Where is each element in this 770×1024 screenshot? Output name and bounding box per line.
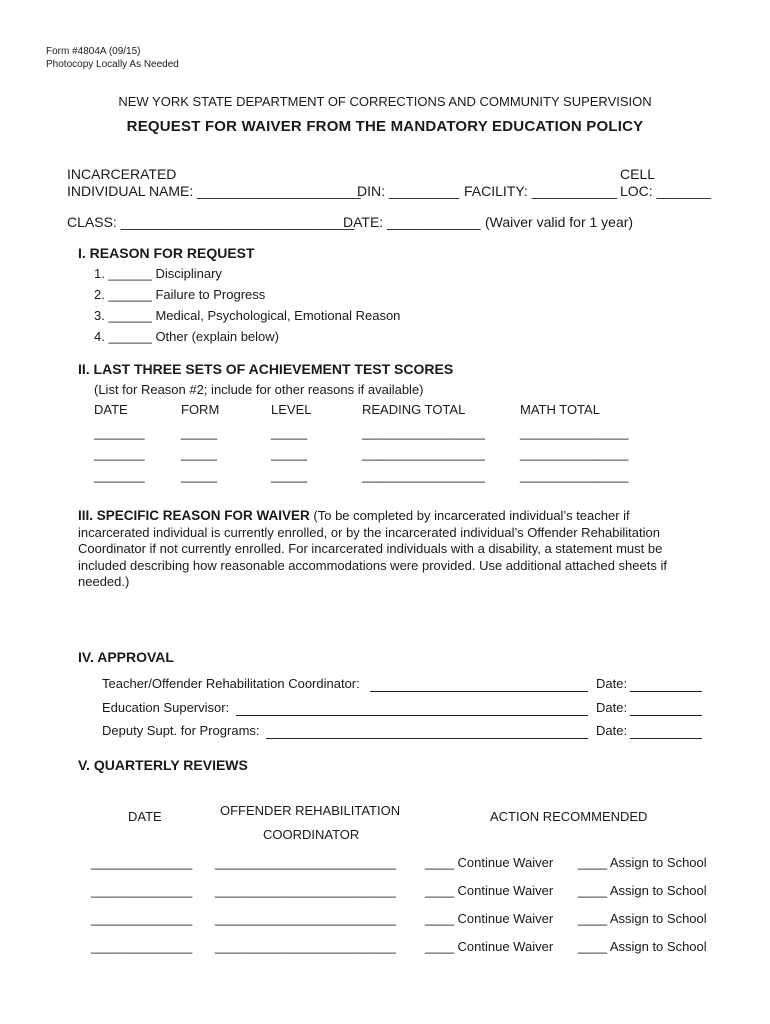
specific-reason-line: needed.) (78, 574, 130, 589)
education-supervisor-signature-line[interactable] (236, 715, 588, 716)
col-action-recommended: ACTION RECOMMENDED (490, 809, 648, 824)
facility-field[interactable]: FACILITY: ___________ (464, 183, 618, 199)
col-reading-total: READING TOTAL (362, 402, 466, 417)
score-math-blank[interactable]: _______________ (520, 468, 629, 483)
score-date-blank[interactable]: _______ (94, 446, 145, 461)
score-math-blank[interactable]: _______________ (520, 425, 629, 440)
specific-reason-line: incarcerated individual is currently enrolled, or by the incarcerated individual’s Offender Rehabilitation (78, 524, 660, 540)
col-form: FORM (181, 402, 220, 417)
section-quarterly-reviews-heading: V. QUARTERLY REVIEWS (78, 757, 248, 773)
reason-medical[interactable]: 3. ______ Medical, Psychological, Emotional Reason (94, 308, 401, 323)
education-supervisor-label: Education Supervisor: (102, 700, 230, 715)
din-field[interactable]: DIN: _________ (357, 183, 459, 199)
review-coordinator-blank[interactable]: _________________________ (215, 883, 396, 898)
col-coordinator-line2: COORDINATOR (263, 827, 360, 842)
photocopy-note: Photocopy Locally As Needed (46, 59, 179, 70)
review-coordinator-blank[interactable]: _________________________ (215, 939, 396, 954)
assign-to-school-option[interactable]: ____ Assign to School (578, 911, 707, 926)
form-title: REQUEST FOR WAIVER FROM THE MANDATORY EDUCATION POLICY (126, 118, 644, 135)
assign-to-school-option[interactable]: ____ Assign to School (578, 939, 707, 954)
teacher-coordinator-label: Teacher/Offender Rehabilitation Coordinator: (102, 676, 360, 691)
deputy-supt-date-line[interactable] (630, 738, 702, 739)
score-form-blank[interactable]: _____ (181, 425, 218, 440)
score-date-blank[interactable]: _______ (94, 425, 145, 440)
individual-name-field[interactable]: INDIVIDUAL NAME: _____________________ (67, 183, 361, 199)
reason-disciplinary[interactable]: 1. ______ Disciplinary (94, 266, 222, 281)
assign-to-school-option[interactable]: ____ Assign to School (578, 883, 707, 898)
section-reason-heading: I. REASON FOR REQUEST (78, 245, 255, 261)
score-reading-blank[interactable]: _________________ (362, 446, 485, 461)
col-date: DATE (94, 402, 128, 417)
cell-label: CELL (620, 166, 656, 182)
section-approval-heading: IV. APPROVAL (78, 649, 174, 665)
education-supervisor-date-line[interactable] (630, 715, 702, 716)
teacher-coordinator-date-line[interactable] (630, 691, 702, 692)
date-field[interactable]: DATE: ____________ (343, 214, 481, 230)
assign-to-school-option[interactable]: ____ Assign to School (578, 855, 707, 870)
score-form-blank[interactable]: _____ (181, 468, 218, 483)
continue-waiver-option[interactable]: ____ Continue Waiver (425, 883, 554, 898)
continue-waiver-option[interactable]: ____ Continue Waiver (425, 939, 554, 954)
review-date-blank[interactable]: ______________ (91, 939, 193, 954)
review-date-blank[interactable]: ______________ (91, 855, 193, 870)
score-level-blank[interactable]: _____ (271, 468, 308, 483)
score-form-blank[interactable]: _____ (181, 446, 218, 461)
score-date-blank[interactable]: _______ (94, 468, 145, 483)
deputy-supt-label: Deputy Supt. for Programs: (102, 723, 260, 738)
education-supervisor-date-label: Date: (596, 700, 628, 715)
reason-other[interactable]: 4. ______ Other (explain below) (94, 329, 280, 344)
col-level: LEVEL (271, 402, 312, 417)
score-reading-blank[interactable]: _________________ (362, 425, 485, 440)
department-name: NEW YORK STATE DEPARTMENT OF CORRECTIONS AND COMMUNITY SUPERVISION (118, 94, 652, 109)
continue-waiver-option[interactable]: ____ Continue Waiver (425, 911, 554, 926)
col-math-total: MATH TOTAL (520, 402, 600, 417)
class-field[interactable]: CLASS: ______________________________ (67, 214, 355, 230)
waiver-validity-note: (Waiver valid for 1 year) (485, 214, 634, 230)
col-review-date: DATE (128, 809, 162, 824)
score-level-blank[interactable]: _____ (271, 425, 308, 440)
form-number: Form #4804A (09/15) (46, 46, 141, 57)
continue-waiver-option[interactable]: ____ Continue Waiver (425, 855, 554, 870)
review-coordinator-blank[interactable]: _________________________ (215, 911, 396, 926)
col-coordinator-line1: OFFENDER REHABILITATION (220, 803, 401, 818)
specific-reason-line: (To be completed by incarcerated individual’s teacher if (313, 508, 630, 523)
section-test-scores-heading: II. LAST THREE SETS OF ACHIEVEMENT TEST SCORES (78, 361, 454, 377)
review-date-blank[interactable]: ______________ (91, 883, 193, 898)
teacher-coordinator-date-label: Date: (596, 676, 628, 691)
review-date-blank[interactable]: ______________ (91, 911, 193, 926)
score-math-blank[interactable]: _______________ (520, 446, 629, 461)
test-scores-instruction: (List for Reason #2; include for other reasons if available) (94, 382, 424, 397)
review-coordinator-blank[interactable]: _________________________ (215, 855, 396, 870)
reason-failure-to-progress[interactable]: 2. ______ Failure to Progress (94, 287, 266, 302)
deputy-supt-signature-line[interactable] (266, 738, 588, 739)
score-level-blank[interactable]: _____ (271, 446, 308, 461)
specific-reason-line: included describing how reasonable accommodations were provided. Use additional attached sheets if (78, 557, 667, 573)
cell-loc-field[interactable]: LOC: _______ (620, 183, 712, 199)
score-reading-blank[interactable]: _________________ (362, 468, 485, 483)
section-specific-reason-heading: III. SPECIFIC REASON FOR WAIVER (78, 508, 310, 523)
teacher-coordinator-signature-line[interactable] (370, 691, 588, 692)
deputy-supt-date-label: Date: (596, 723, 628, 738)
incarcerated-label: INCARCERATED (67, 166, 177, 182)
specific-reason-line: Coordinator if not currently enrolled. For incarcerated individuals with a disability, a statement must be (78, 541, 663, 556)
specific-reason-text (78, 508, 718, 591)
